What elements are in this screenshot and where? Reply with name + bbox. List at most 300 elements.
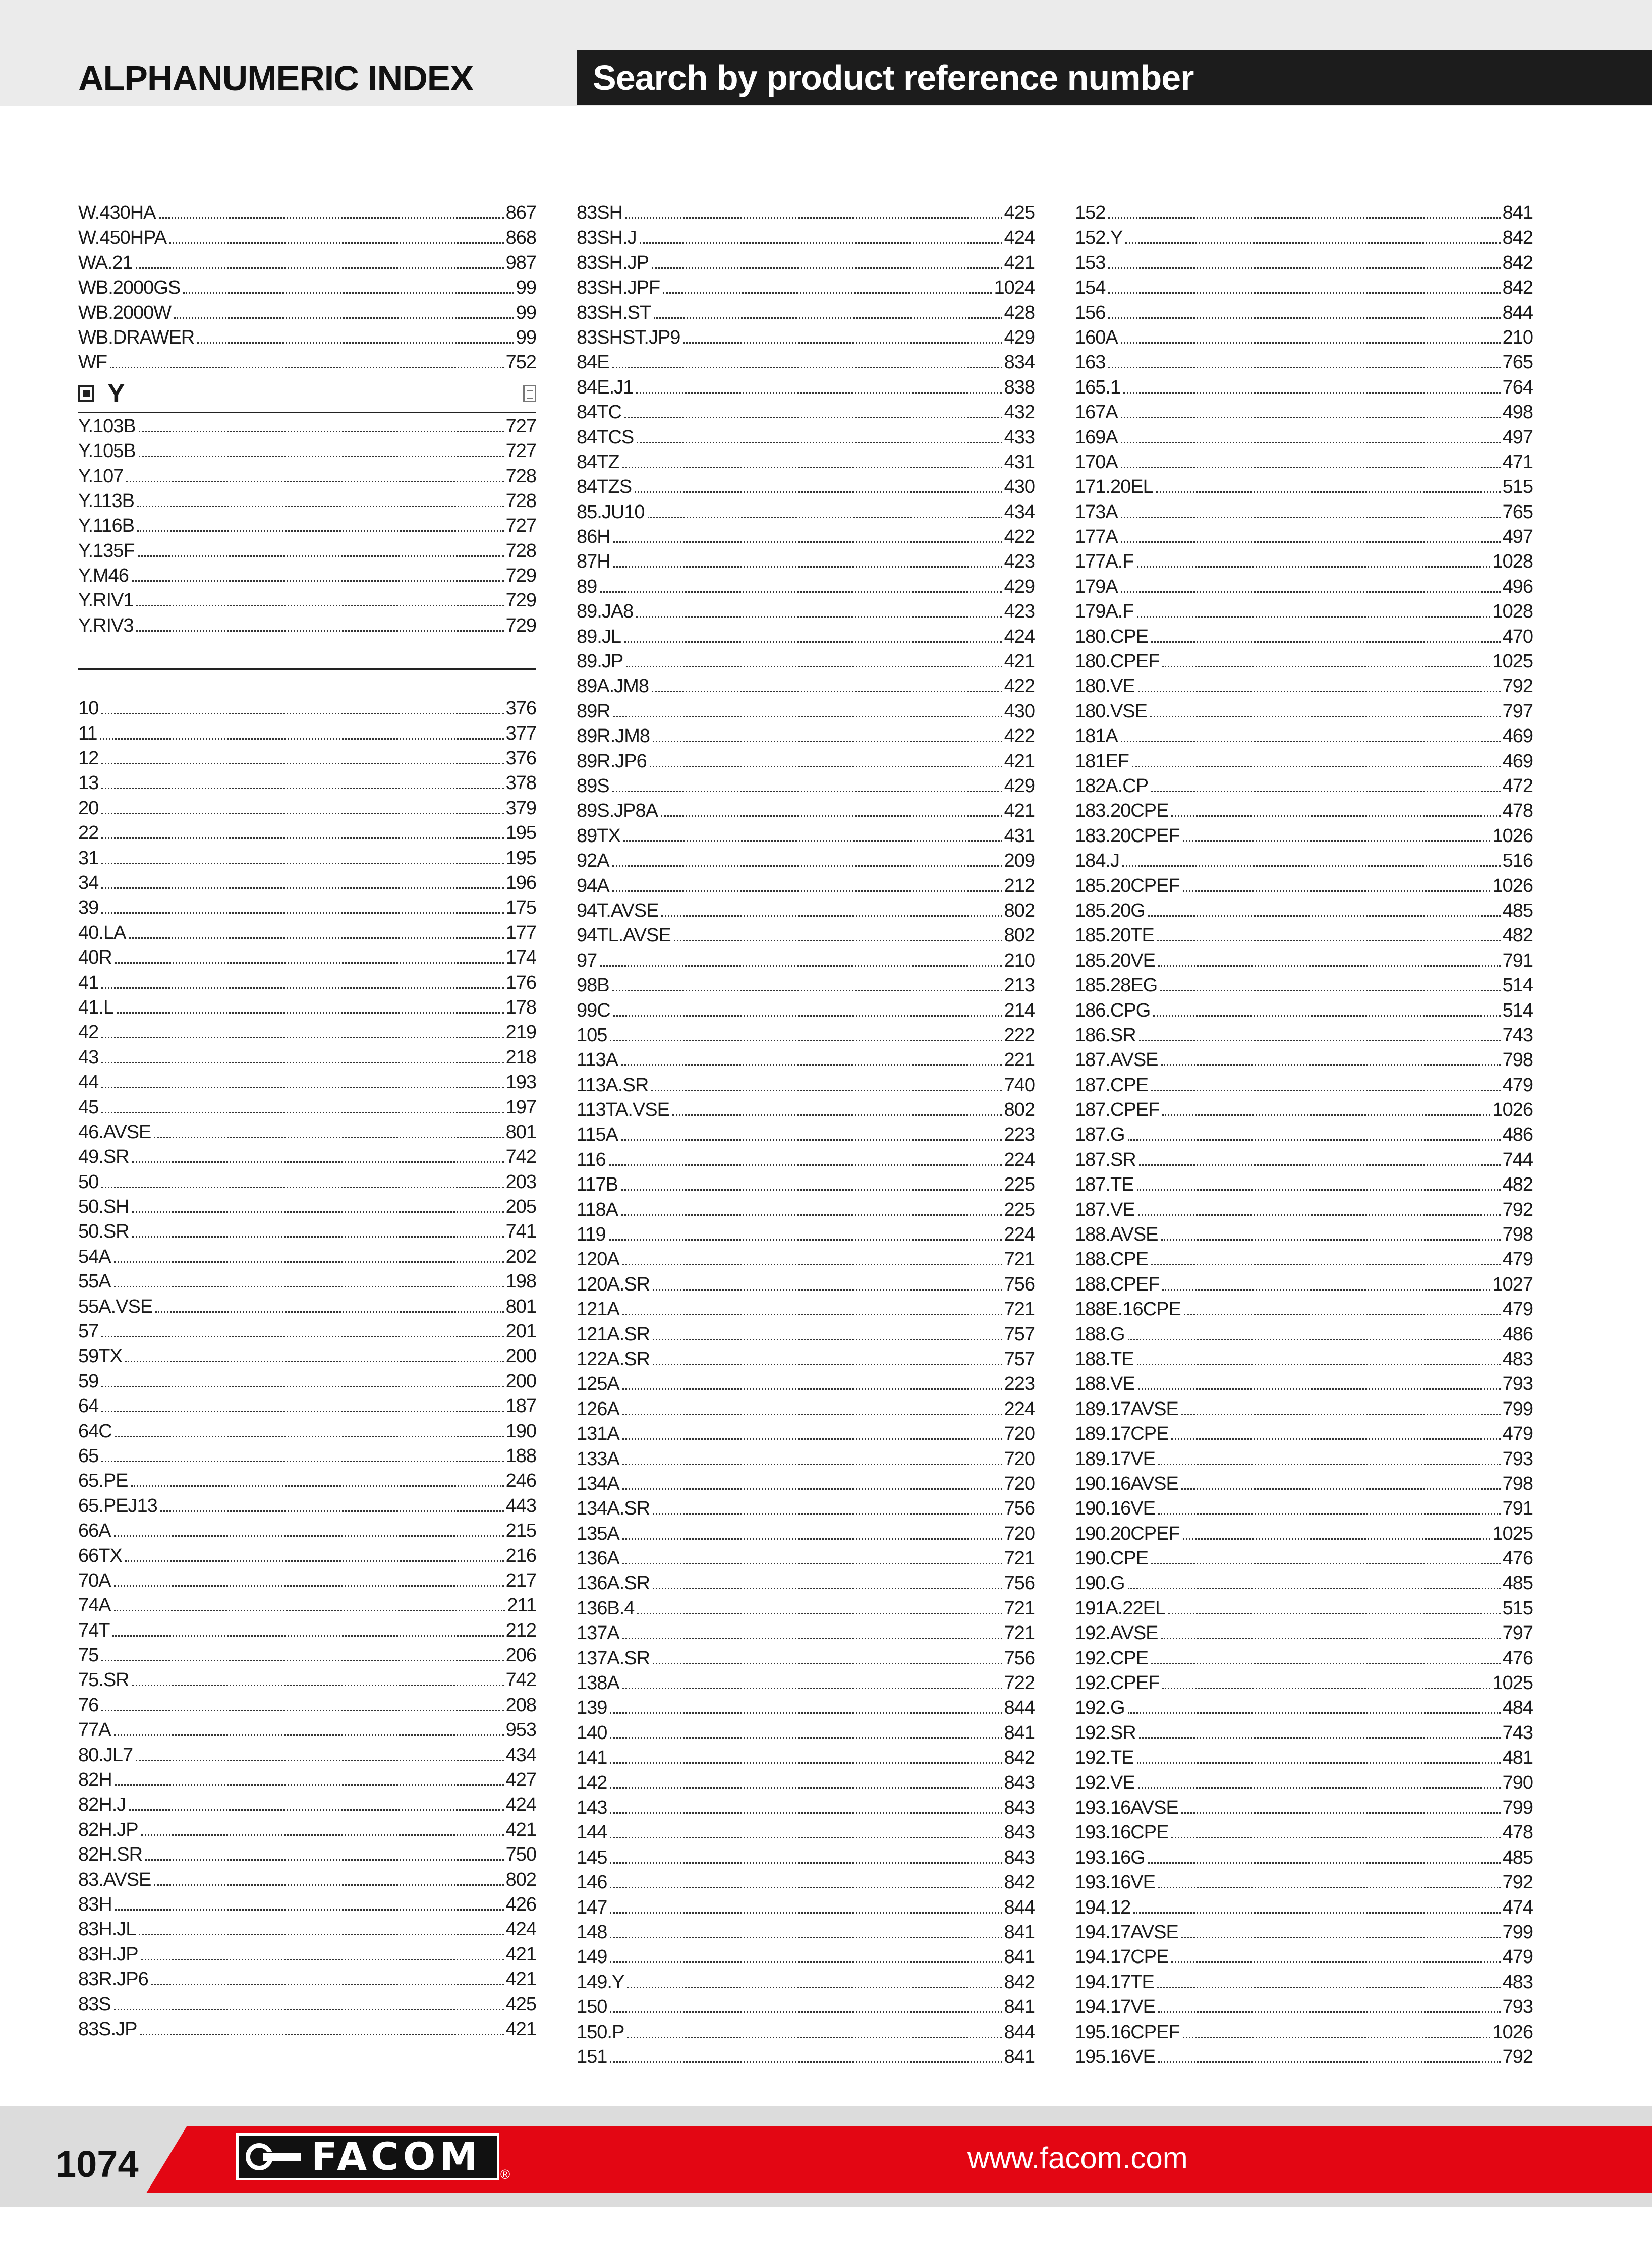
section-title: ALPHANUMERIC INDEX <box>78 59 474 98</box>
entry-page: 728 <box>505 540 536 562</box>
index-entry <box>78 514 536 538</box>
index-entry <box>78 1070 536 1095</box>
dot-leader <box>183 292 514 294</box>
index-entry <box>78 971 536 995</box>
dot-leader <box>1183 840 1491 842</box>
entry-page: 479 <box>1502 1249 1533 1270</box>
entry-reference: 185.28EG <box>1075 975 1158 996</box>
dot-leader <box>129 937 503 939</box>
entry-reference: 84TC <box>577 402 621 423</box>
index-entry <box>78 350 536 375</box>
entry-reference: 187.VE <box>1075 1199 1135 1220</box>
index-entry <box>1075 375 1533 400</box>
entry-page: 793 <box>1502 1373 1533 1395</box>
index-entry <box>577 1023 1035 1048</box>
entry-reference: 117B <box>577 1174 618 1196</box>
entry-reference: 99C <box>577 999 610 1021</box>
index-entry <box>1075 1671 1533 1696</box>
entry-page: 844 <box>1004 1896 1035 1918</box>
dot-leader <box>114 1585 504 1587</box>
index-entry <box>1075 1895 1533 1920</box>
website-link[interactable]: www.facom.com <box>967 2141 1188 2175</box>
index-entry <box>1075 948 1533 973</box>
dot-leader <box>1162 1289 1490 1291</box>
index-entry <box>1075 1696 1533 1720</box>
entry-page: 797 <box>1502 700 1533 722</box>
index-entry <box>577 1272 1035 1297</box>
entry-reference: Y.105B <box>78 440 136 462</box>
dot-leader <box>136 267 504 269</box>
entry-page: 221 <box>1004 1049 1035 1071</box>
entry-page: 482 <box>1502 1174 1533 1196</box>
dot-leader <box>1150 716 1501 717</box>
entry-page: 844 <box>1502 302 1533 323</box>
entry-page: 208 <box>505 1694 536 1716</box>
dot-leader <box>1125 242 1500 244</box>
index-entry <box>577 1895 1035 1920</box>
index-entry <box>1075 475 1533 499</box>
index-entry <box>78 1544 536 1568</box>
entry-reference: 89A.JM8 <box>577 676 649 697</box>
y-entries <box>78 414 536 639</box>
entry-page: 867 <box>505 202 536 223</box>
brand-name: FACOM <box>311 2134 482 2179</box>
dot-leader <box>1108 367 1500 368</box>
entry-page: 426 <box>505 1894 536 1915</box>
index-entry <box>1075 1172 1533 1197</box>
index-entry <box>577 1322 1035 1347</box>
entry-page: 434 <box>505 1744 536 1766</box>
entry-reference: 187.AVSE <box>1075 1049 1158 1071</box>
entry-reference: 40.LA <box>78 922 126 943</box>
index-entry <box>1075 500 1533 525</box>
entry-page: 214 <box>1004 999 1035 1021</box>
index-entry <box>577 749 1035 774</box>
index-entry <box>577 1671 1035 1696</box>
index-entry <box>577 699 1035 724</box>
index-entry <box>1075 874 1533 899</box>
index-entry <box>577 251 1035 275</box>
entry-page: 379 <box>505 797 536 819</box>
entry-page: 764 <box>1502 376 1533 398</box>
index-entry <box>78 1967 536 1992</box>
index-entry <box>78 1519 536 1543</box>
entry-page: 801 <box>505 1121 536 1143</box>
index-entry <box>78 1095 536 1120</box>
entry-reference: 65.PE <box>78 1470 128 1492</box>
index-entry <box>577 1845 1035 1870</box>
entry-reference: 50.SR <box>78 1221 129 1243</box>
dot-leader <box>1161 1638 1501 1639</box>
entry-reference: 83SH.JPF <box>577 277 660 299</box>
entry-reference: 120A.SR <box>577 1273 650 1295</box>
dot-leader <box>139 431 504 432</box>
entry-page: 434 <box>1004 501 1035 523</box>
entry-reference: 192.CPE <box>1075 1647 1149 1669</box>
index-entry <box>1075 325 1533 350</box>
page-subtitle: Search by product reference number <box>593 58 1194 97</box>
entry-reference: 156 <box>1075 302 1106 323</box>
entry-page: 720 <box>1004 1448 1035 1470</box>
dot-leader <box>139 1934 503 1935</box>
entry-reference: 185.20TE <box>1075 925 1154 946</box>
entry-reference: 122A.SR <box>577 1348 650 1370</box>
index-entry <box>78 414 536 439</box>
entry-page: 195 <box>505 822 536 844</box>
entry-page: 203 <box>505 1171 536 1193</box>
entry-reference: 177A.F <box>1075 551 1134 573</box>
entry-reference: 41.L <box>78 996 113 1018</box>
dot-leader <box>101 1411 503 1412</box>
entry-page: 843 <box>1004 1822 1035 1843</box>
entry-reference: 97 <box>577 949 597 971</box>
entry-reference: Y.113B <box>78 490 134 512</box>
dot-leader <box>622 1388 1002 1390</box>
index-entry <box>78 439 536 464</box>
dot-leader <box>101 1062 503 1063</box>
index-entry <box>78 1917 536 1942</box>
dot-leader <box>622 1488 1002 1490</box>
entry-page: 1024 <box>994 277 1035 299</box>
entry-reference: 138A <box>577 1672 619 1694</box>
entry-reference: Y.103B <box>78 415 136 437</box>
entry-page: 210 <box>1004 949 1035 971</box>
entry-page: 178 <box>505 996 536 1018</box>
entry-page: 479 <box>1502 1423 1533 1445</box>
dot-leader <box>1128 1339 1501 1340</box>
dot-leader <box>114 1535 504 1537</box>
entry-page: 424 <box>1004 227 1035 249</box>
entry-page: 200 <box>505 1370 536 1392</box>
dot-leader <box>610 2011 1002 2013</box>
index-entry <box>1075 1247 1533 1272</box>
entry-page: 765 <box>1502 352 1533 373</box>
w-entries <box>78 201 536 375</box>
entry-page: 433 <box>1004 426 1035 448</box>
entry-reference: 22 <box>78 822 99 844</box>
entry-reference: 49.SR <box>78 1146 129 1168</box>
entry-page: 798 <box>1502 1224 1533 1246</box>
entry-reference: 184.J <box>1075 850 1119 872</box>
dot-leader <box>672 1114 1002 1116</box>
entry-reference: 20 <box>78 797 99 819</box>
entry-page: 429 <box>1004 326 1035 348</box>
dot-leader <box>174 317 514 319</box>
dot-leader <box>637 442 1002 443</box>
dot-leader <box>610 1887 1002 1888</box>
entry-page: 176 <box>505 972 536 993</box>
entry-reference: 193.16AVSE <box>1075 1797 1178 1818</box>
entry-page: 476 <box>1502 1647 1533 1669</box>
entry-reference: 65 <box>78 1445 99 1467</box>
entry-reference: 13 <box>78 772 99 794</box>
dot-leader <box>1158 1464 1501 1465</box>
dot-leader <box>622 1414 1002 1415</box>
dot-leader <box>101 1187 503 1188</box>
index-entry <box>78 1868 536 1892</box>
entry-reference: 59TX <box>78 1345 122 1367</box>
entry-reference: 85.JU10 <box>577 501 645 523</box>
dot-leader <box>1137 1762 1501 1764</box>
index-entry <box>1075 350 1533 375</box>
letter-label: Y <box>107 378 125 408</box>
entry-reference: 83SH.J <box>577 227 637 249</box>
facom-logo <box>236 2133 499 2180</box>
index-entry <box>577 1771 1035 1796</box>
index-entry <box>1075 849 1533 873</box>
entry-reference: 149.Y <box>577 1971 624 1993</box>
entry-reference: 194.17TE <box>1075 1971 1154 1993</box>
entry-reference: 31 <box>78 847 99 869</box>
dot-leader <box>141 1959 504 1960</box>
dot-leader <box>101 1336 503 1337</box>
entry-reference: 179A.F <box>1075 601 1134 623</box>
index-column-3 <box>1075 201 1533 2069</box>
entry-page: 421 <box>1004 800 1035 822</box>
entry-page: 422 <box>1004 676 1035 697</box>
entry-page: 727 <box>505 440 536 462</box>
entry-reference: 89.JA8 <box>577 601 634 623</box>
dot-leader <box>197 342 514 344</box>
entry-reference: 187.SR <box>1075 1149 1136 1170</box>
entry-reference: 177A <box>1075 526 1118 548</box>
index-entry <box>78 1942 536 1967</box>
index-entry <box>1075 1347 1533 1372</box>
index-entry <box>1075 1447 1533 1472</box>
index-entry <box>577 425 1035 450</box>
entry-page: 218 <box>505 1046 536 1068</box>
index-entry <box>577 1970 1035 1995</box>
entry-reference: 83R.JP6 <box>78 1969 148 1990</box>
entry-page: 430 <box>1004 476 1035 498</box>
entry-reference: 82H <box>78 1769 112 1791</box>
entry-reference: 149 <box>577 1946 607 1968</box>
entry-reference: 181EF <box>1075 750 1129 772</box>
dot-leader <box>1162 666 1490 667</box>
entry-reference: 94A <box>577 875 609 896</box>
entry-page: 802 <box>505 1869 536 1890</box>
index-entry <box>577 1397 1035 1422</box>
dot-leader <box>1151 641 1501 643</box>
dot-leader <box>101 1037 503 1038</box>
dot-leader <box>621 1139 1002 1141</box>
dot-leader <box>114 1261 504 1263</box>
index-entry <box>577 1820 1035 1845</box>
index-entry <box>78 921 536 945</box>
index-entry <box>78 1494 536 1519</box>
entry-page: 842 <box>1004 1747 1035 1769</box>
index-entry <box>1075 1397 1533 1422</box>
dot-leader <box>622 1264 1002 1265</box>
entry-page: 481 <box>1502 1747 1533 1769</box>
entry-reference: 75 <box>78 1645 99 1666</box>
entry-reference: 89TX <box>577 825 620 847</box>
index-entry <box>78 796 536 821</box>
index-entry <box>577 1920 1035 1945</box>
index-entry <box>78 945 536 970</box>
dot-leader <box>136 630 503 632</box>
entry-reference: 135A <box>577 1523 619 1544</box>
entry-reference: 188.CPE <box>1075 1249 1149 1270</box>
index-entry <box>1075 226 1533 250</box>
entry-reference: 83.AVSE <box>78 1869 151 1890</box>
page-number: 1074 <box>55 2143 139 2185</box>
entry-page: 421 <box>505 1969 536 1990</box>
dot-leader <box>114 1734 504 1736</box>
index-entry <box>577 1522 1035 1546</box>
entry-reference: 137A.SR <box>577 1647 650 1669</box>
dot-leader <box>610 1912 1002 1914</box>
dot-leader <box>1121 541 1501 543</box>
dot-leader <box>610 1737 1002 1739</box>
entry-page: 378 <box>505 772 536 794</box>
dot-leader <box>1128 1712 1501 1714</box>
index-entry <box>577 1123 1035 1147</box>
dot-leader <box>136 605 503 606</box>
dot-leader <box>648 517 1002 518</box>
entry-page: 741 <box>505 1221 536 1243</box>
entry-reference: 44 <box>78 1072 99 1093</box>
entry-reference: 70A <box>78 1569 111 1591</box>
index-entry <box>1075 973 1533 998</box>
entry-reference: 84E <box>577 352 609 373</box>
entry-reference: 189.17VE <box>1075 1448 1155 1470</box>
index-entry <box>78 1818 536 1842</box>
dot-leader <box>627 1987 1002 1988</box>
entry-reference: W.430HA <box>78 202 156 223</box>
index-entry <box>1075 1546 1533 1571</box>
dot-leader <box>1121 741 1501 742</box>
entry-reference: 83SH <box>577 202 623 223</box>
entry-page: 469 <box>1502 725 1533 747</box>
entry-reference: 185.20G <box>1075 900 1145 921</box>
entry-page: 431 <box>1004 825 1035 847</box>
dot-leader <box>151 1984 504 1985</box>
dot-leader <box>653 1663 1002 1664</box>
dot-leader <box>139 456 504 457</box>
entry-page: 497 <box>1502 526 1533 548</box>
entry-page: 205 <box>505 1196 536 1218</box>
index-entry <box>1075 575 1533 599</box>
entry-reference: 185.20CPEF <box>1075 875 1180 896</box>
entry-page: 479 <box>1502 1946 1533 1968</box>
entry-reference: 194.17AVSE <box>1075 1921 1178 1943</box>
dot-leader <box>1162 1114 1490 1116</box>
entry-page: 727 <box>505 415 536 437</box>
index-entry <box>577 2045 1035 2069</box>
entry-page: 842 <box>1004 1971 1035 1993</box>
index-entry <box>1075 724 1533 749</box>
index-entry <box>78 489 536 514</box>
entry-reference: 94TL.AVSE <box>577 925 671 946</box>
dot-leader <box>1108 292 1500 294</box>
entry-reference: 194.17VE <box>1075 1996 1155 2018</box>
entry-page: 425 <box>1004 202 1035 223</box>
entry-reference: 84TZ <box>577 451 619 473</box>
index-entry <box>78 1245 536 1269</box>
entry-page: 793 <box>1502 1996 1533 2018</box>
dot-leader <box>624 641 1002 643</box>
dot-leader <box>1158 2061 1501 2063</box>
entry-page: 377 <box>505 722 536 744</box>
dot-leader <box>1139 1040 1501 1041</box>
entry-page: 515 <box>1502 476 1533 498</box>
entry-reference: 153 <box>1075 252 1106 273</box>
index-entry <box>78 1992 536 2017</box>
dot-leader <box>101 788 503 789</box>
dot-leader <box>1137 1364 1501 1365</box>
entry-reference: 193.16G <box>1075 1846 1145 1868</box>
dot-leader <box>1108 217 1500 219</box>
dot-leader <box>654 317 1002 319</box>
entry-page: 219 <box>505 1022 536 1043</box>
entry-page: 727 <box>505 515 536 537</box>
entry-reference: 190.G <box>1075 1573 1125 1594</box>
index-entry <box>1075 1073 1533 1098</box>
dot-leader <box>623 840 1002 842</box>
dot-leader <box>1121 467 1501 468</box>
entry-page: 175 <box>505 897 536 919</box>
index-entry <box>1075 774 1533 799</box>
dot-leader <box>613 541 1002 543</box>
dot-leader <box>1121 517 1501 518</box>
index-entry <box>1075 1721 1533 1746</box>
entry-reference: 144 <box>577 1822 607 1843</box>
entry-page: 376 <box>505 698 536 719</box>
index-entry <box>577 1995 1035 2020</box>
index-entry <box>1075 400 1533 425</box>
entry-page: 224 <box>1004 1224 1035 1246</box>
index-entry <box>577 1172 1035 1197</box>
dot-leader <box>610 1040 1002 1041</box>
entry-page: 841 <box>1004 1946 1035 1968</box>
entry-reference: 41 <box>78 972 99 993</box>
index-entry <box>78 2017 536 2042</box>
entry-page: 483 <box>1502 1971 1533 1993</box>
index-entry <box>577 774 1035 799</box>
index-entry <box>577 1796 1035 1820</box>
entry-reference: 82H.SR <box>78 1844 143 1866</box>
index-entry <box>577 724 1035 749</box>
entry-reference: 192.CPEF <box>1075 1672 1160 1694</box>
dot-leader <box>112 1635 503 1637</box>
entry-page: 765 <box>1502 501 1533 523</box>
dot-leader <box>625 217 1002 219</box>
index-entry <box>1075 923 1533 948</box>
index-entry <box>1075 599 1533 624</box>
entry-reference: 121A <box>577 1299 619 1320</box>
entry-page: 802 <box>1004 925 1035 946</box>
entry-page: 799 <box>1502 1398 1533 1420</box>
entry-reference: 113A.SR <box>577 1074 649 1096</box>
entry-page: 486 <box>1502 1323 1533 1345</box>
index-entry <box>577 1222 1035 1247</box>
dot-leader <box>640 242 1002 244</box>
entry-reference: 75.SR <box>78 1669 129 1691</box>
entry-reference: 83H.JP <box>78 1943 138 1965</box>
entry-page: 478 <box>1502 800 1533 822</box>
index-entry <box>1075 625 1533 649</box>
dot-leader <box>627 2037 1002 2038</box>
index-entry <box>1075 1771 1533 1796</box>
dot-leader <box>1171 815 1500 817</box>
entry-page: 424 <box>505 1794 536 1816</box>
entry-reference: 77A <box>78 1719 111 1741</box>
entry-page: 472 <box>1502 775 1533 797</box>
entry-page: 842 <box>1502 277 1533 299</box>
index-entry <box>1075 674 1533 699</box>
entry-page: 514 <box>1502 975 1533 996</box>
